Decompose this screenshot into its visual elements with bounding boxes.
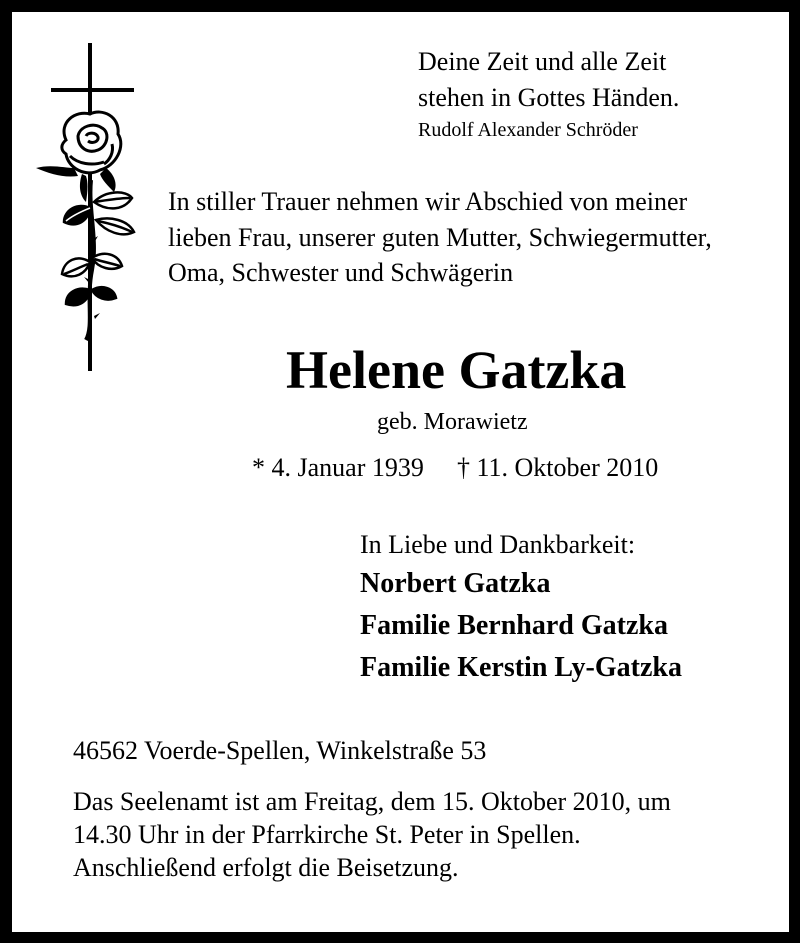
quote-line: Deine Zeit und alle Zeit xyxy=(418,47,667,76)
mourner-name: Norbert Gatzka xyxy=(360,568,551,599)
service-line: Anschließend erfolgt die Beisetzung. xyxy=(73,853,459,882)
death-date: † 11. Oktober 2010 xyxy=(457,453,659,482)
quote-line: stehen in Gottes Händen. xyxy=(418,83,680,112)
intro-line: lieben Frau, unserer guten Mutter, Schwiegermutter, xyxy=(168,223,712,252)
address: 46562 Voerde-Spellen, Winkelstraße 53 xyxy=(73,736,487,765)
birth-date: * 4. Januar 1939 xyxy=(252,453,424,482)
service-line: Das Seelenamt ist am Freitag, dem 15. Oktober 2010, um xyxy=(73,787,671,816)
cross-with-rose-icon xyxy=(28,40,158,374)
deceased-name: Helene Gatzka xyxy=(286,340,627,400)
intro-line: Oma, Schwester und Schwägerin xyxy=(168,258,514,287)
mourner-name: Familie Bernhard Gatzka xyxy=(360,610,668,641)
mourners-intro: In Liebe und Dankbarkeit: xyxy=(360,530,636,559)
service-line: 14.30 Uhr in der Pfarrkirche St. Peter in Spellen. xyxy=(73,820,581,849)
intro-line: In stiller Trauer nehmen wir Abschied von meiner xyxy=(168,187,688,216)
quote-author: Rudolf Alexander Schröder xyxy=(418,119,638,141)
mourner-name: Familie Kerstin Ly-Gatzka xyxy=(360,652,682,683)
maiden-name: geb. Morawietz xyxy=(377,409,528,435)
